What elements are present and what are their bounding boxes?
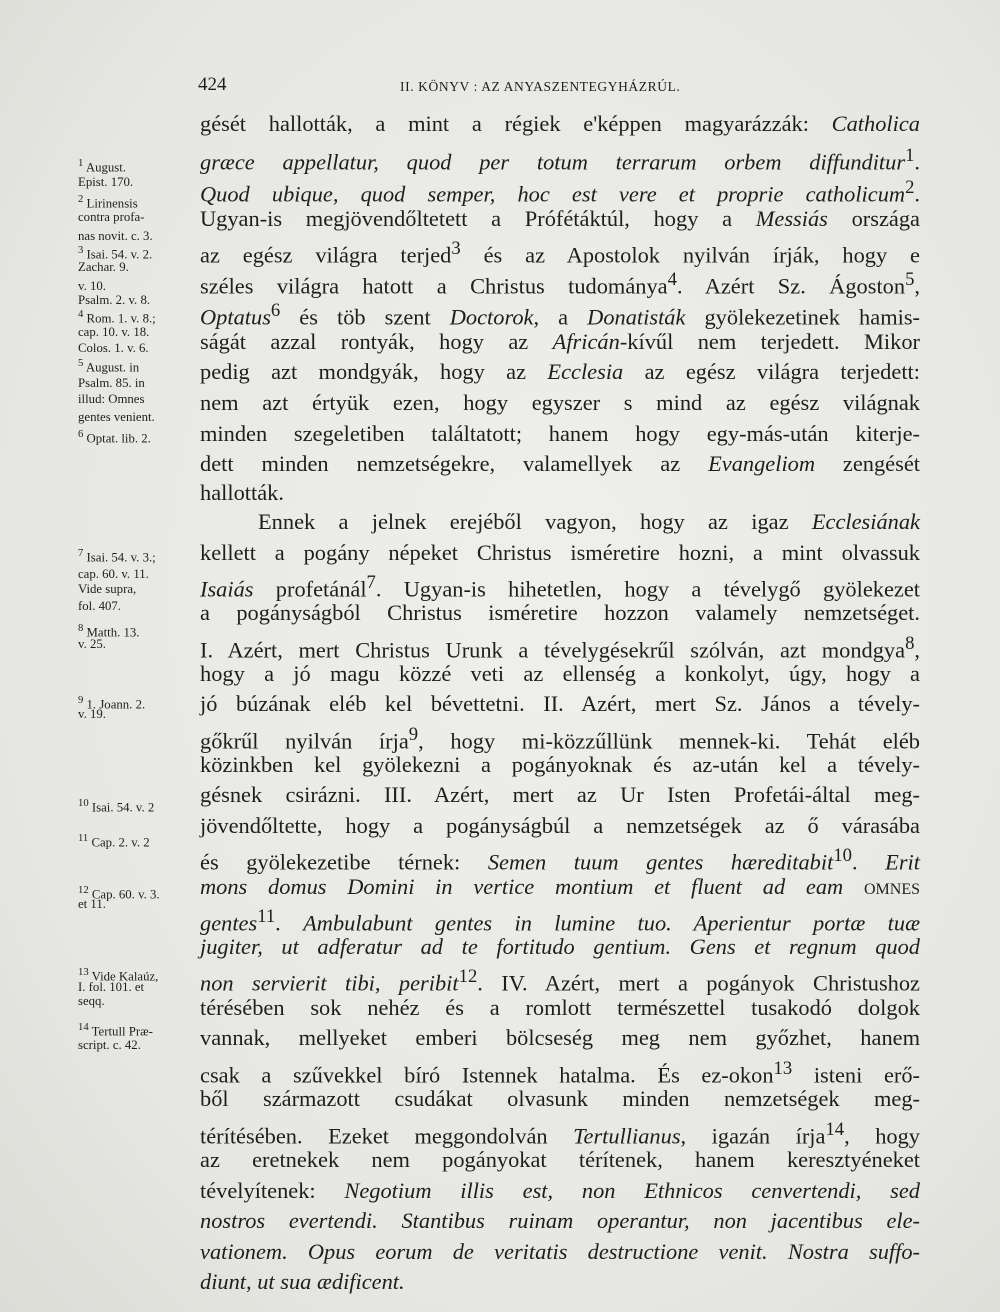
text-line: térésében sok nehéz és a romlott természettel tusakodó dolgok bbox=[200, 995, 920, 1020]
margin-note: $^{11}$ Cap. 2. v. 2 bbox=[78, 833, 150, 850]
text-line: hallották. bbox=[200, 480, 284, 505]
text-line: pedig azt mondgyák, hogy az Ecclesia az egész világra terjedett: bbox=[200, 359, 920, 384]
margin-note: $^{10}$ Isai. 54. v. 2 bbox=[78, 798, 155, 815]
margin-note: $^8$ Matth. 13. bbox=[78, 623, 140, 640]
text-line: nostros evertendi. Stantibus ruinam operantur, non jacentibus ele- bbox=[200, 1208, 920, 1233]
text-line: gését hallották, a mint a régiek e'képpen magyarázzák: Catholica bbox=[200, 111, 920, 136]
margin-note: $^2$ Lirinensis bbox=[78, 194, 138, 211]
text-line: vannak, mellyeket emberi bölcseség meg nem győzhet, hanem bbox=[200, 1025, 920, 1050]
margin-note: script. c. 42. bbox=[78, 1038, 141, 1052]
margin-note: v. 10. bbox=[78, 279, 106, 293]
text-line: dett minden nemzetségekre, valamellyek az Evangeliom zengését bbox=[200, 451, 920, 476]
text-line: diunt, ut sua ædificent. bbox=[200, 1269, 405, 1294]
margin-note: nas novit. c. 3. bbox=[78, 229, 153, 243]
text-line: és gyölekezetibe térnek: Semen tuum gentes hæreditabit$^{10}$. Erit bbox=[200, 845, 920, 875]
text-line: minden szegeletiben találtatott; hanem hogy egy-más-után kiterje- bbox=[200, 421, 920, 446]
page-header bbox=[0, 74, 1000, 104]
text-line: nem azt értyük ezen, hogy egyszer s mind az egész világnak bbox=[200, 390, 920, 415]
text-line: csak a szűvekkel bíró Istennek hatalma. És ez-okon$^{13}$ isteni erő- bbox=[200, 1058, 920, 1088]
margin-note: v. 25. bbox=[78, 637, 106, 651]
margin-note: I. fol. 101. et bbox=[78, 980, 145, 994]
text-line: vationem. Opus eorum de veritatis destructione venit. Nostra suffo- bbox=[200, 1239, 920, 1264]
text-line: ságát azzal rontyák, hogy az Africán-kívűl nem terjedett. Mikor bbox=[200, 329, 920, 354]
margin-note: Colos. 1. v. 6. bbox=[78, 341, 149, 355]
margin-note: $^3$ Isai. 54. v. 2. bbox=[78, 245, 153, 262]
margin-note: $^1$ August. bbox=[78, 158, 126, 175]
margin-note: $^4$ Rom. 1. v. 8.; bbox=[78, 309, 156, 326]
text-line: Optatus$^6$ és töb szent Doctorok, a Donatisták gyölekezetinek hamis- bbox=[200, 300, 920, 330]
text-line: Ugyan-is megjövendőltetett a Prófétáktúl, hogy a Messiás országa bbox=[200, 206, 920, 231]
text-line: az egész világra terjed$^3$ és az Apostolok nyilván írják, hogy e bbox=[200, 238, 920, 268]
margin-note: v. 19. bbox=[78, 707, 106, 721]
text-line: tévelyítenek: Negotium illis est, non Ethnicos cenvertendi, sed bbox=[200, 1178, 920, 1203]
margin-note: seqq. bbox=[78, 994, 105, 1008]
text-line: széles világra hatott a Christus tudománya$^4$. Azért Sz. Ágoston$^5$, bbox=[200, 269, 920, 299]
margin-note: $^6$ Optat. lib. 2. bbox=[78, 429, 151, 446]
text-line: Quod ubique, quod semper, hoc est vere et proprie catholicum$^2$. bbox=[200, 177, 920, 207]
margin-note: Psalm. 85. in bbox=[78, 376, 145, 390]
text-line: a pogányságból Christus isméretire hozzon valamely nemzetséget. bbox=[200, 600, 920, 625]
text-line: gentes$^{11}$. Ambulabunt gentes in lumine tuo. Aperientur portæ tuæ bbox=[200, 906, 920, 936]
margin-note: $^9$ 1. Joann. 2. bbox=[78, 695, 146, 712]
margin-note: $^{14}$ Tertull Præ- bbox=[78, 1022, 153, 1039]
text-line: jövendőltette, hogy a pogányságbúl a nemzetségek az ő várasába bbox=[200, 813, 920, 838]
text-line: gésnek csirázni. III. Azért, mert az Ur Isten Profetái-által meg- bbox=[200, 782, 920, 807]
margin-note: $^{13}$ Vide Kalaúz, bbox=[78, 967, 159, 984]
text-line: térítésében. Ezeket meggondolván Tertullianus, igazán írja$^{14}$, hogy bbox=[200, 1119, 920, 1149]
running-head: II. KÖNYV : AZ ANYASZENTEGYHÁZRÚL. bbox=[400, 79, 681, 94]
margin-note: Zachar. 9. bbox=[78, 260, 129, 274]
margin-note: contra profa- bbox=[78, 210, 145, 224]
text-line: gőkrűl nyilván írja$^9$, hogy mi-közzűllünk mennek-ki. Tehát eléb bbox=[200, 724, 921, 754]
margin-note: $^7$ Isai. 54. v. 3.; bbox=[78, 548, 156, 565]
text-line: az eretnekek nem pogányokat térítenek, hanem keresztyéneket bbox=[200, 1147, 920, 1172]
margin-note: Epist. 170. bbox=[78, 175, 134, 189]
text-line: jó búzának eléb kel bévettetni. II. Azért, mert Sz. János a tévely- bbox=[200, 691, 920, 716]
margin-note: Vide supra, bbox=[78, 582, 137, 596]
margin-note: Psalm. 2. v. 8. bbox=[78, 293, 151, 307]
text-line: Isaiás profetánál$^7$. Ugyan-is hihetetlen, hogy a tévelygő gyölekezet bbox=[200, 572, 920, 602]
margin-note: $^5$ August. in bbox=[78, 358, 140, 375]
page-number: 424 bbox=[198, 74, 227, 95]
text-line: hogy a jó magu közzé veti az ellenség a konkolyt, úgy, hogy a bbox=[200, 661, 920, 686]
text-line: mons domus Domini in vertice montium et fluent ad eam omnes bbox=[200, 874, 920, 899]
margin-note: $^{12}$ Cap. 60. v. 3. bbox=[78, 885, 160, 902]
text-line: ből származott csudákat olvasunk minden nemzetségek meg- bbox=[200, 1086, 920, 1111]
text-line: jugiter, ut adferatur ad te fortitudo gentium. Gens et regnum quod bbox=[200, 934, 920, 959]
text-line: I. Azért, mert Christus Urunk a tévelygésekrűl szólván, azt mondgya$^8$, bbox=[200, 633, 920, 663]
margin-note: gentes venient. bbox=[78, 410, 155, 424]
text-line: kellett a pogány népeket Christus isméretire hozni, a mint olvassuk bbox=[200, 540, 920, 565]
margin-note: et 11. bbox=[78, 897, 106, 911]
margin-note: cap. 60. v. 11. bbox=[78, 567, 149, 581]
margin-note: fol. 407. bbox=[78, 599, 122, 613]
margin-note: illud: Omnes bbox=[78, 392, 145, 406]
text-line: græce appellatur, quod per totum terrarum orbem diffunditur$^1$. bbox=[200, 145, 920, 175]
margin-note: cap. 10. v. 18. bbox=[78, 325, 150, 339]
text-line: közinkben kel gyölekezni a pogányoknak és az-után kel a tévely- bbox=[200, 752, 920, 777]
text-line: non servierit tibi, peribit$^{12}$. IV. Azért, mert a pogányok Christushoz bbox=[200, 966, 920, 996]
text-line: Ennek a jelnek erejéből vagyon, hogy az igaz Ecclesiának bbox=[258, 509, 920, 534]
